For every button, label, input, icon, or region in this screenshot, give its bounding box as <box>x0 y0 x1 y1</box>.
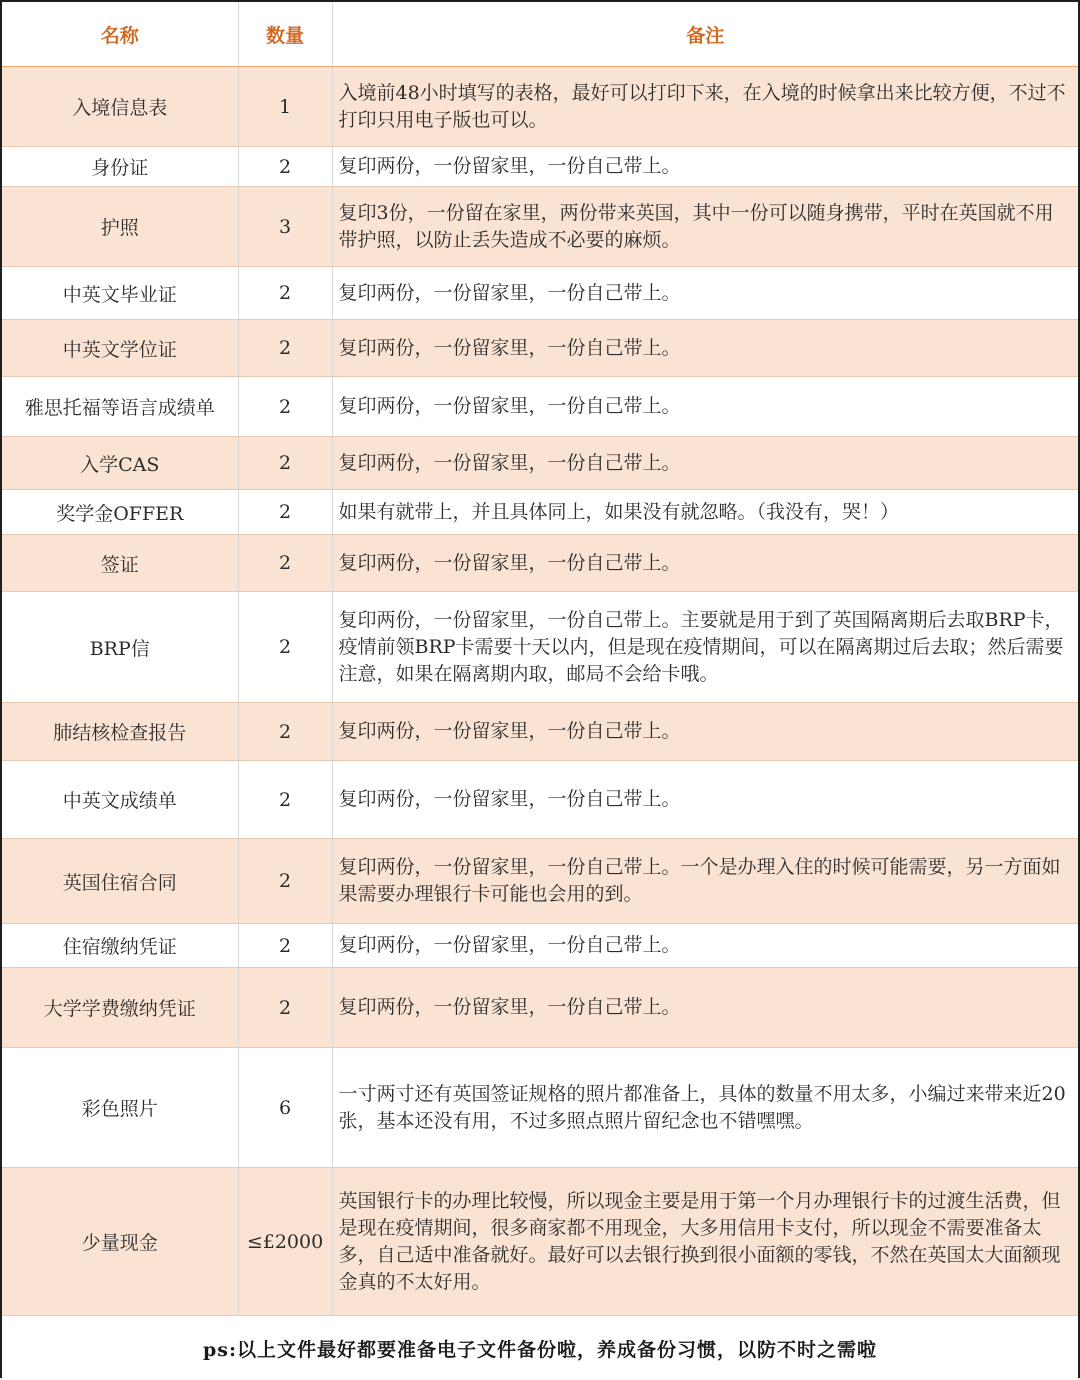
item-name: 入学CAS <box>2 437 238 490</box>
item-name: 肺结核检查报告 <box>2 703 238 761</box>
table-row <box>2 377 1078 437</box>
item-name: 签证 <box>2 535 238 592</box>
table-row <box>2 592 1078 703</box>
table-row <box>2 437 1078 490</box>
item-note: 复印两份，一份留家里，一份自己带上。 <box>332 147 1078 187</box>
item-name: 入境信息表 <box>2 67 238 147</box>
footer-note: ps:以上文件最好都要准备电子文件备份啦，养成备份习惯，以防不时之需啦 <box>2 1316 1078 1380</box>
item-note: 复印两份，一份留家里，一份自己带上。 <box>332 703 1078 761</box>
table-row <box>2 147 1078 187</box>
item-qty: 2 <box>238 592 332 703</box>
item-qty: 6 <box>238 1048 332 1168</box>
table-row <box>2 1048 1078 1168</box>
item-name: BRP信 <box>2 592 238 703</box>
item-qty: 2 <box>238 267 332 320</box>
item-qty: 2 <box>238 968 332 1048</box>
item-note: 复印两份，一份留家里，一份自己带上。 <box>332 761 1078 839</box>
item-note: 英国银行卡的办理比较慢，所以现金主要是用于第一个月办理银行卡的过渡生活费，但是现在疫情期间，很多商家都不用现金，大多用信用卡支付，所以现金不需要准备太多，自己适中准备就好。最好可以去银行换到很小面额的零钱，不然在英国太大面额现金真的不太好用。 <box>332 1168 1078 1316</box>
item-note: 复印两份，一份留家里，一份自己带上。 <box>332 535 1078 592</box>
document-checklist-table <box>2 2 1078 1380</box>
item-qty: 2 <box>238 437 332 490</box>
footer-row <box>2 1316 1078 1380</box>
table-row <box>2 1168 1078 1316</box>
table-row <box>2 968 1078 1048</box>
table-row <box>2 267 1078 320</box>
table-row <box>2 761 1078 839</box>
header-qty: 数量 <box>238 2 332 67</box>
table-row <box>2 924 1078 968</box>
table-row <box>2 535 1078 592</box>
item-name: 奖学金OFFER <box>2 490 238 535</box>
item-name: 雅思托福等语言成绩单 <box>2 377 238 437</box>
item-qty: 2 <box>238 839 332 924</box>
item-name: 身份证 <box>2 147 238 187</box>
item-qty: 2 <box>238 377 332 437</box>
item-name: 住宿缴纳凭证 <box>2 924 238 968</box>
item-qty: 2 <box>238 320 332 377</box>
item-qty: 1 <box>238 67 332 147</box>
item-name: 少量现金 <box>2 1168 238 1316</box>
item-name: 彩色照片 <box>2 1048 238 1168</box>
item-name: 中英文学位证 <box>2 320 238 377</box>
table-row <box>2 703 1078 761</box>
item-qty: 2 <box>238 535 332 592</box>
item-note: 复印两份，一份留家里，一份自己带上。 <box>332 377 1078 437</box>
table-row <box>2 490 1078 535</box>
table-row <box>2 839 1078 924</box>
table-row <box>2 320 1078 377</box>
item-note: 复印两份，一份留家里，一份自己带上。主要就是用于到了英国隔离期后去取BRP卡，疫情前领BRP卡需要十天以内，但是现在疫情期间，可以在隔离期过后去取；然后需要注意，如果在隔离期内取，邮局不会给卡哦。 <box>332 592 1078 703</box>
item-note: 复印两份，一份留家里，一份自己带上。一个是办理入住的时候可能需要，另一方面如果需要办理银行卡可能也会用的到。 <box>332 839 1078 924</box>
item-qty: ≤£2000 <box>238 1168 332 1316</box>
item-qty: 2 <box>238 761 332 839</box>
item-name: 大学学费缴纳凭证 <box>2 968 238 1048</box>
item-note: 一寸两寸还有英国签证规格的照片都准备上，具体的数量不用太多，小编过来带来近20张，基本还没有用，不过多照点照片留纪念也不错嘿嘿。 <box>332 1048 1078 1168</box>
item-note: 复印两份，一份留家里，一份自己带上。 <box>332 267 1078 320</box>
item-qty: 2 <box>238 924 332 968</box>
item-note: 如果有就带上，并且具体同上，如果没有就忽略。（我没有，哭！） <box>332 490 1078 535</box>
item-note: 复印两份，一份留家里，一份自己带上。 <box>332 924 1078 968</box>
item-name: 中英文毕业证 <box>2 267 238 320</box>
item-qty: 2 <box>238 490 332 535</box>
item-qty: 2 <box>238 147 332 187</box>
item-name: 护照 <box>2 187 238 267</box>
item-note: 复印两份，一份留家里，一份自己带上。 <box>332 968 1078 1048</box>
item-note: 入境前48小时填写的表格，最好可以打印下来，在入境的时候拿出来比较方便，不过不打印只用电子版也可以。 <box>332 67 1078 147</box>
header-name: 名称 <box>2 2 238 67</box>
item-note: 复印两份，一份留家里，一份自己带上。 <box>332 437 1078 490</box>
item-note: 复印两份，一份留家里，一份自己带上。 <box>332 320 1078 377</box>
item-qty: 3 <box>238 187 332 267</box>
item-name: 中英文成绩单 <box>2 761 238 839</box>
table-row <box>2 187 1078 267</box>
item-note: 复印3份，一份留在家里，两份带来英国，其中一份可以随身携带，平时在英国就不用带护照，以防止丢失造成不必要的麻烦。 <box>332 187 1078 267</box>
item-qty: 2 <box>238 703 332 761</box>
header-row <box>2 2 1078 67</box>
item-name: 英国住宿合同 <box>2 839 238 924</box>
header-note: 备注 <box>332 2 1078 67</box>
table-row <box>2 67 1078 147</box>
